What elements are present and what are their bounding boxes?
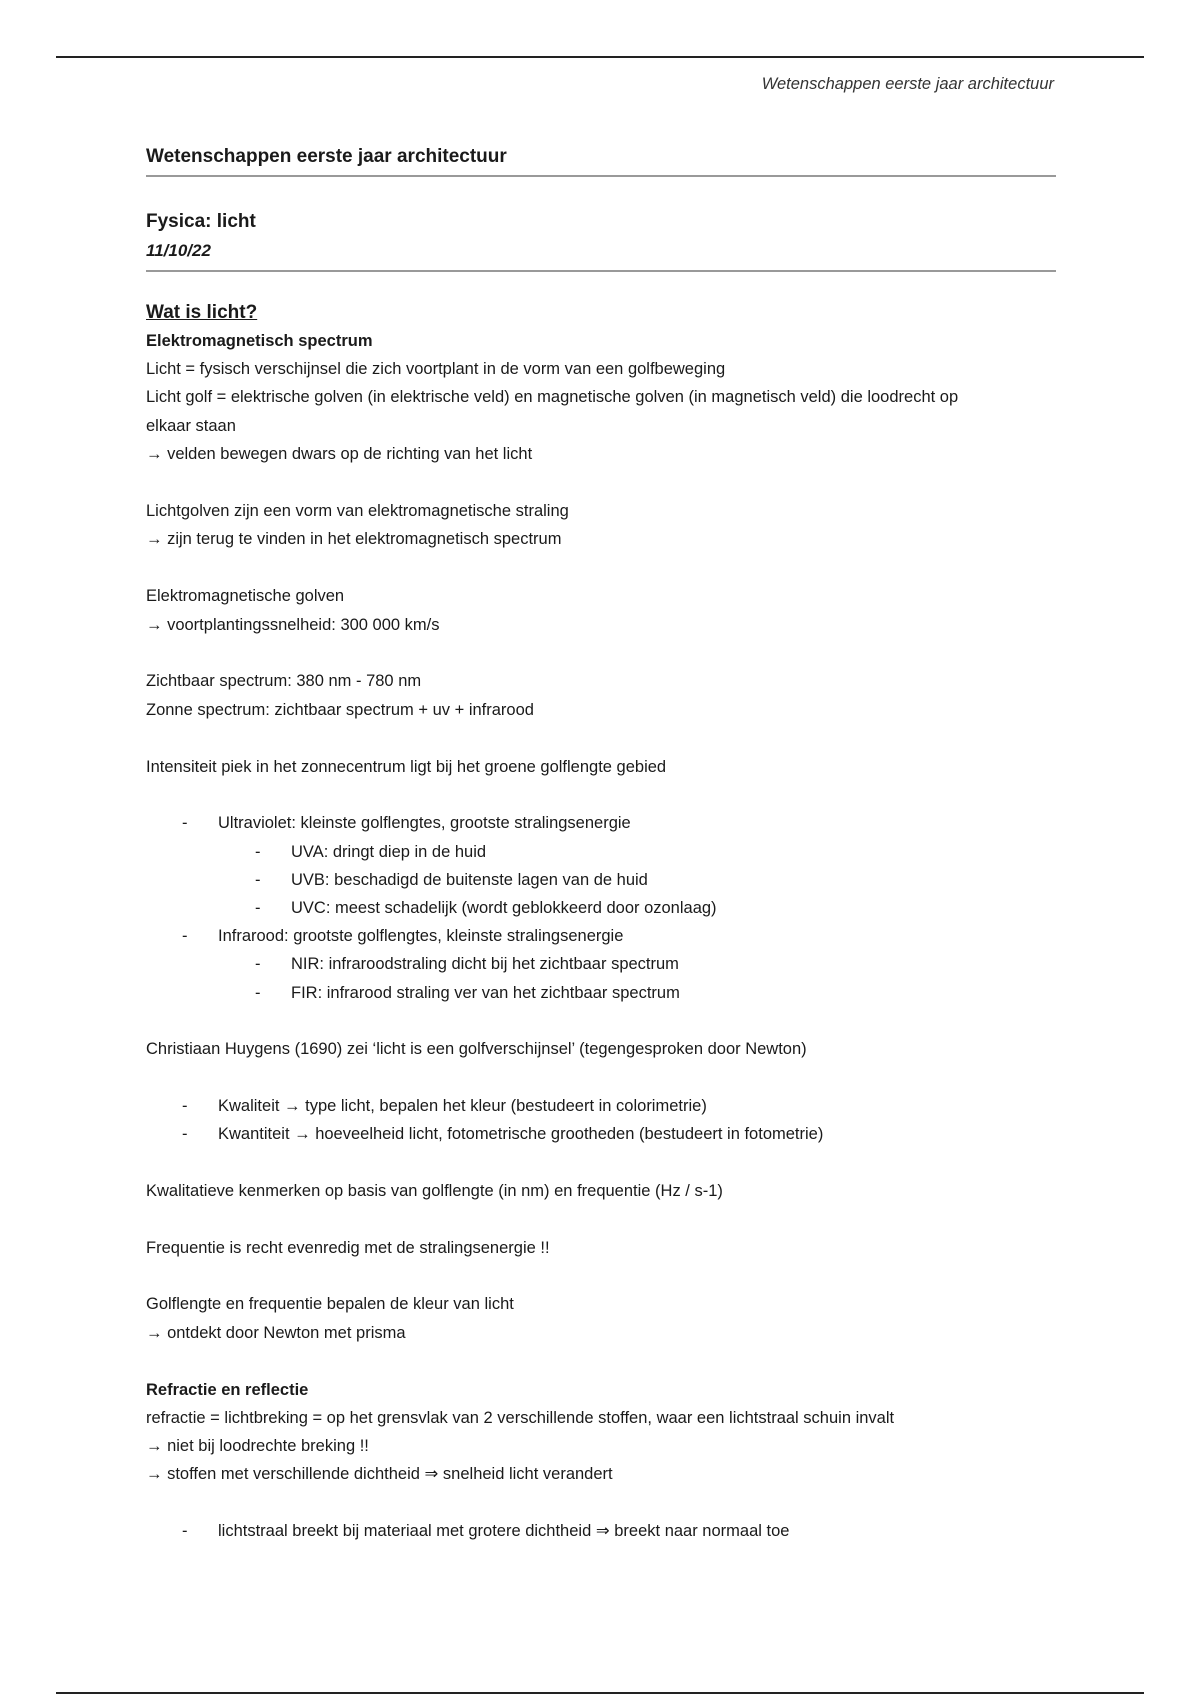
- paragraph-line: → niet bij loodrechte breking !!: [146, 1437, 369, 1456]
- section-title: Fysica: licht: [146, 211, 256, 232]
- list-item-uvb: - UVB: beschadigd de buitenste lagen van de huid: [255, 870, 648, 889]
- list-item-nir: - NIR: infraroodstraling dicht bij het zichtbaar spectrum: [255, 955, 679, 974]
- running-header: Wetenschappen eerste jaar architectuur: [761, 75, 1054, 93]
- list-item-infrarood: - Infrarood: grootste golflengtes, kleinste stralingsenergie: [182, 927, 624, 946]
- list-item-fir: - FIR: infrarood straling ver van het zichtbaar spectrum: [255, 983, 680, 1002]
- paragraph-line: → stoffen met verschillende dichtheid ⇒ snelheid licht verandert: [146, 1465, 613, 1484]
- bottom-rule: [56, 1692, 1144, 1694]
- date: 11/10/22: [146, 241, 211, 260]
- paragraph-line: Christiaan Huygens (1690) zei ‘licht is een golfverschijnsel’ (tegengesproken door Newton): [146, 1040, 807, 1059]
- document-title: Wetenschappen eerste jaar architectuur: [146, 146, 507, 167]
- page-content: [146, 143, 1056, 1545]
- paragraph-line: Intensiteit piek in het zonnecentrum ligt bij het groene golflengte gebied: [146, 757, 667, 776]
- section-divider: [146, 270, 1056, 272]
- list-item-kwantiteit: - Kwantiteit → hoeveelheid licht, fotometrische grootheden (bestudeert in fotometrie): [182, 1125, 824, 1144]
- em-spectrum-heading: Elektromagnetisch spectrum: [146, 332, 373, 350]
- paragraph-line: Kwalitatieve kenmerken op basis van golflengte (in nm) en frequentie (Hz / s-1): [146, 1181, 723, 1200]
- paragraph-line: → zijn terug te vinden in het elektromagnetisch spectrum: [146, 530, 562, 549]
- paragraph-line: Licht golf = elektrische golven (in elektrische veld) en magnetische golven (in magnetisch veld) die loodrecht op: [146, 388, 959, 407]
- question-heading: Wat is licht?: [146, 302, 258, 323]
- title-divider: [146, 175, 1056, 177]
- list-item-lichtstraal: - lichtstraal breekt bij materiaal met grotere dichtheid ⇒ breekt naar normaal toe: [182, 1522, 790, 1541]
- top-rule: [56, 56, 1144, 58]
- paragraph-line: Elektromagnetische golven: [146, 587, 345, 606]
- list-item-ultraviolet: - Ultraviolet: kleinste golflengtes, grootste stralingsenergie: [182, 814, 631, 833]
- paragraph-line: Zichtbaar spectrum: 380 nm - 780 nm: [146, 672, 422, 691]
- paragraph-line: refractie = lichtbreking = op het grensvlak van 2 verschillende stoffen, waar een lichtstraal schuin invalt: [146, 1408, 895, 1427]
- list-item-uva: - UVA: dringt diep in de huid: [255, 842, 487, 861]
- paragraph-line: Lichtgolven zijn een vorm van elektromagnetische straling: [146, 502, 569, 521]
- paragraph-line: elkaar staan: [146, 416, 236, 435]
- paragraph-line: → velden bewegen dwars op de richting van het licht: [146, 445, 533, 464]
- paragraph-line: Golflengte en frequentie bepalen de kleur van licht: [146, 1295, 514, 1314]
- refraction-heading: Refractie en reflectie: [146, 1380, 309, 1399]
- paragraph-line: → voortplantingssnelheid: 300 000 km/s: [146, 615, 440, 634]
- paragraph-line: Licht = fysisch verschijnsel die zich voortplant in de vorm van een golfbeweging: [146, 360, 726, 378]
- list-item-uvc: - UVC: meest schadelijk (wordt geblokkeerd door ozonlaag): [255, 899, 717, 918]
- paragraph-line: Zonne spectrum: zichtbaar spectrum + uv + infrarood: [146, 700, 534, 719]
- list-item-kwaliteit: - Kwaliteit → type licht, bepalen het kleur (bestudeert in colorimetrie): [182, 1097, 707, 1116]
- paragraph-line: Frequentie is recht evenredig met de stralingsenergie !!: [146, 1238, 550, 1257]
- paragraph-line: → ontdekt door Newton met prisma: [146, 1323, 406, 1342]
